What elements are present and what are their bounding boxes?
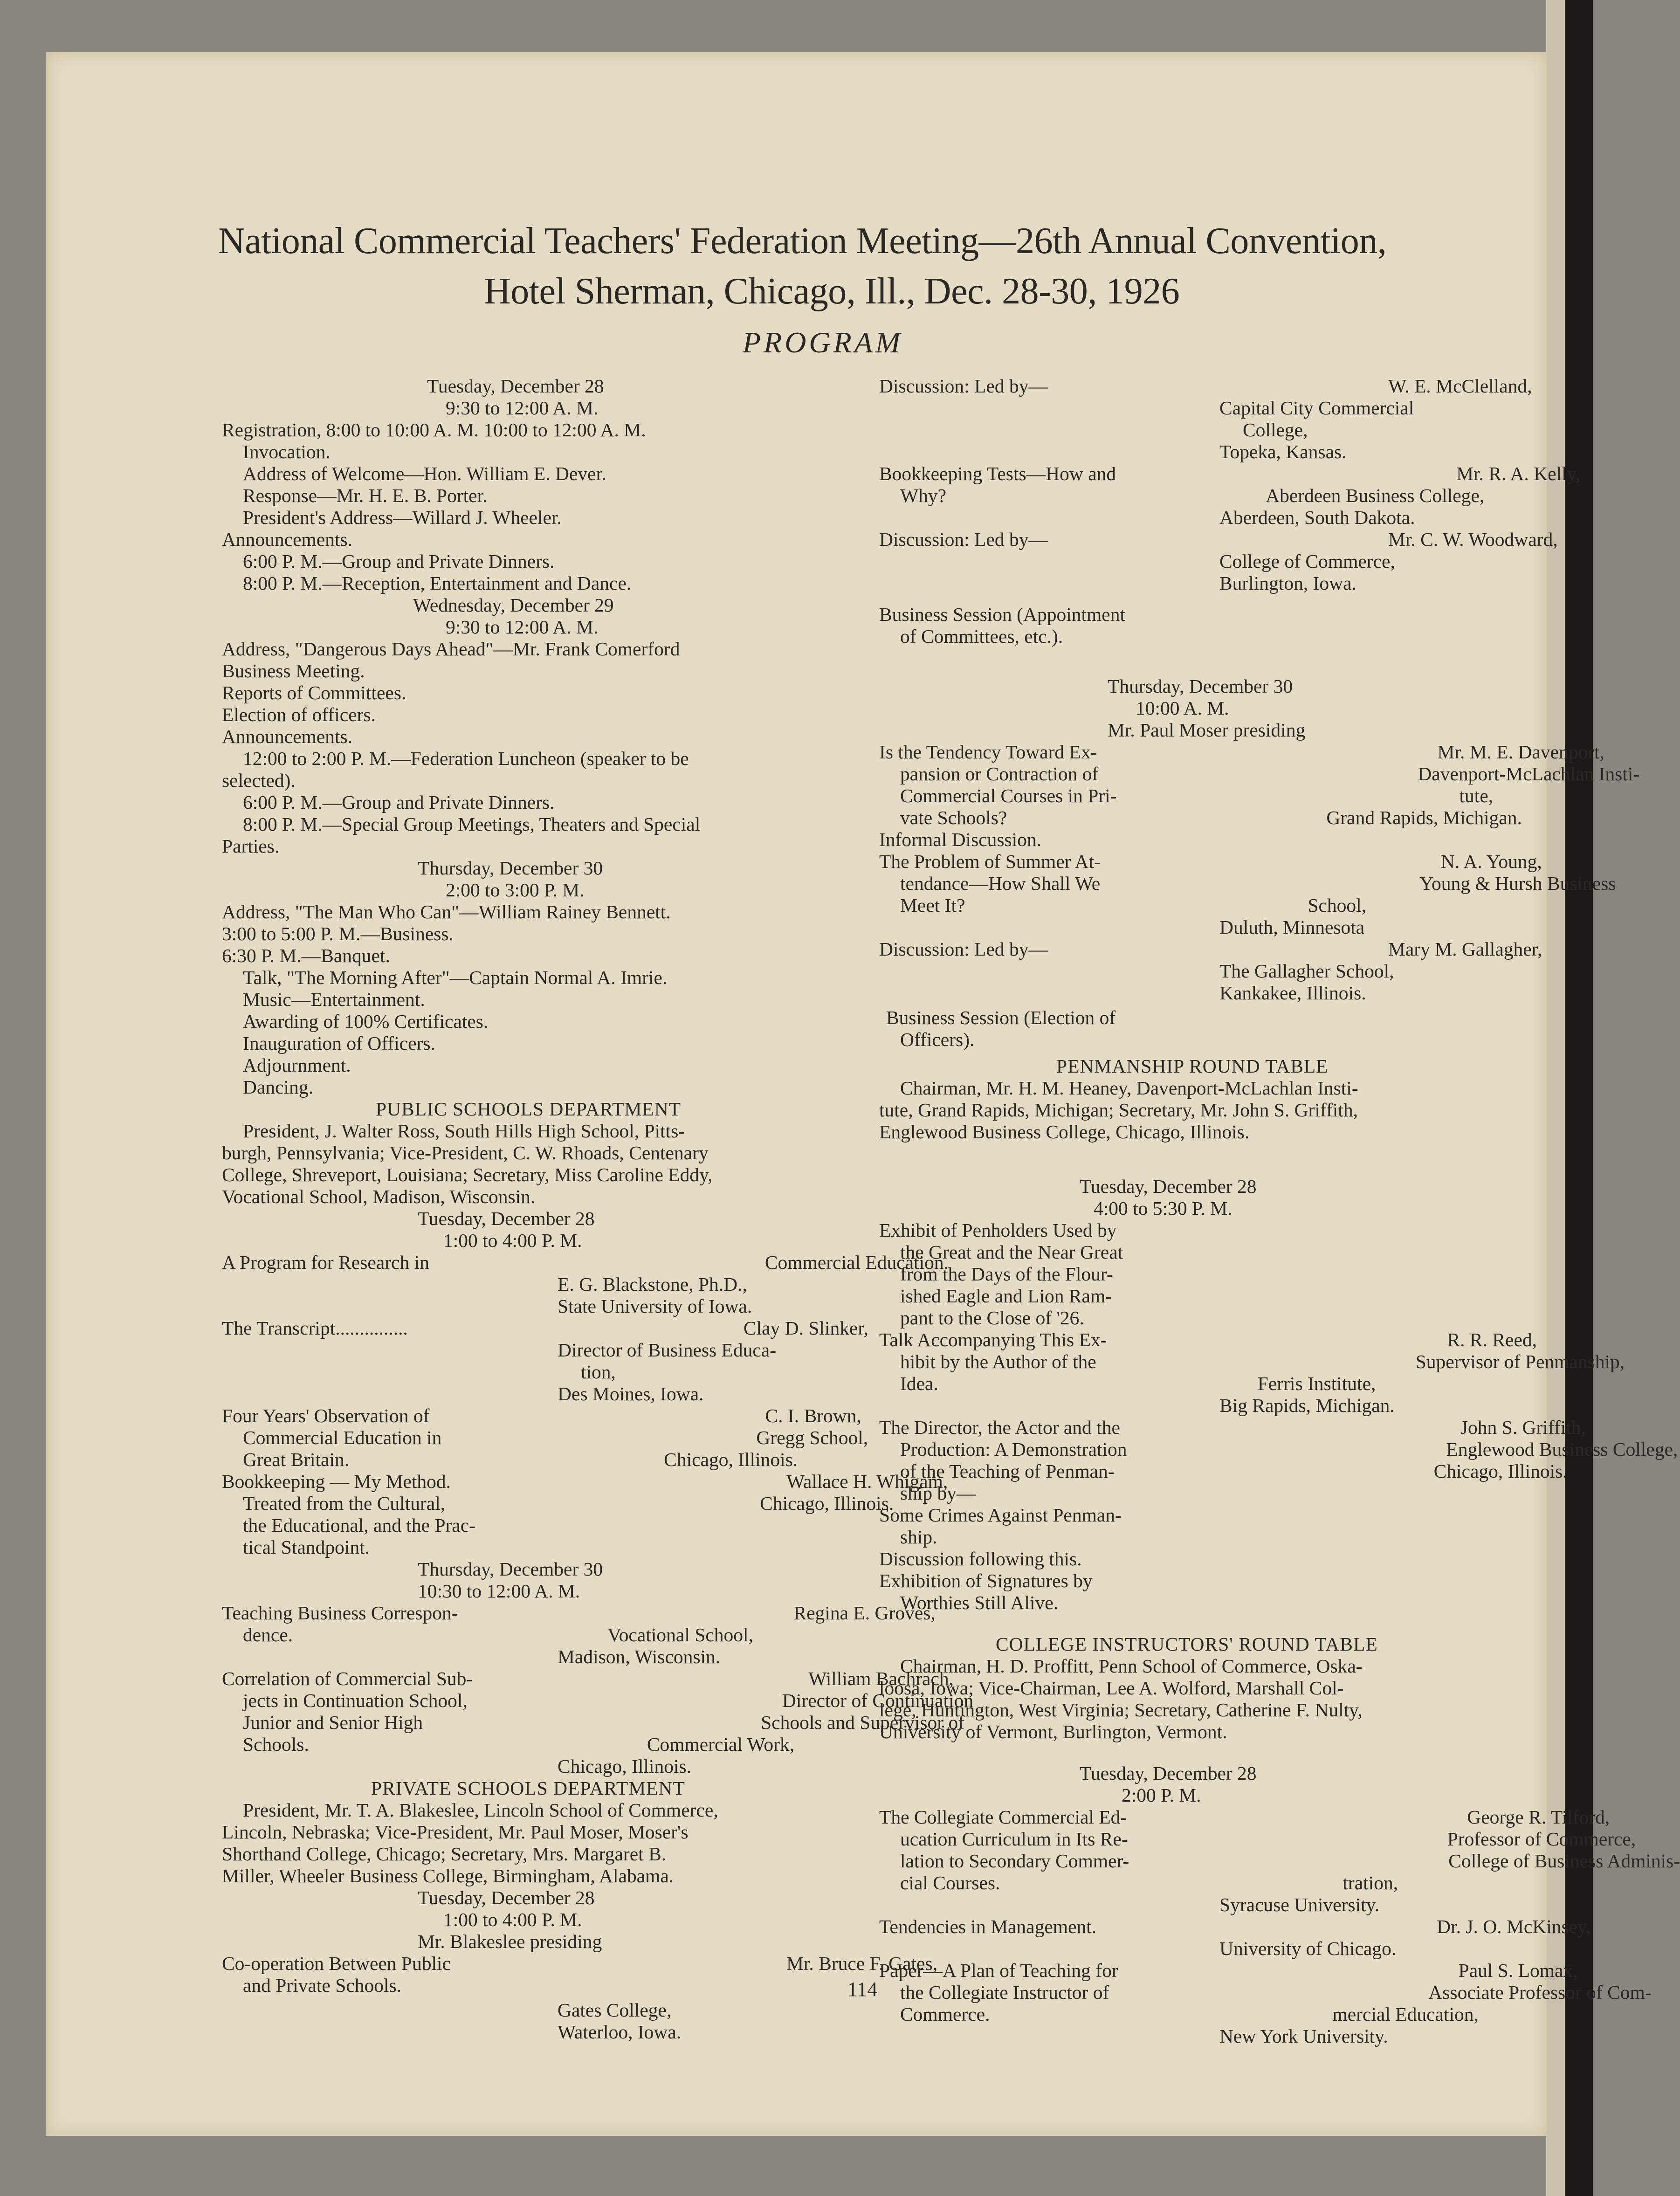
topic: ship. [900, 1526, 937, 1548]
speaker: College of Business Adminis- [1448, 1850, 1680, 1872]
officers-line: Miller, Wheeler Business College, Birmingham, Alabama. [222, 1865, 674, 1886]
program-line: Election of officers. [222, 704, 376, 725]
topic: Business Session (Election of [886, 1007, 1116, 1028]
speaker: Duluth, Minnesota [1219, 916, 1365, 938]
speaker: Des Moines, Iowa. [558, 1383, 704, 1404]
topic: Informal Discussion. [879, 829, 1042, 850]
session-date: Tuesday, December 28 [418, 1208, 595, 1229]
topic: Why? [900, 485, 947, 506]
topic: Commercial Education in [243, 1427, 442, 1448]
topic: Correlation of Commercial Sub- [222, 1668, 473, 1689]
program-line: 3:00 to 5:00 P. M.—Business. [222, 923, 454, 944]
officers-line: tute, Grand Rapids, Michigan; Secretary, Mr. John S. Griffith, [879, 1099, 1358, 1121]
speaker: R. R. Reed, [1447, 1329, 1537, 1350]
session-time: 10:00 A. M. [1136, 697, 1229, 719]
section-heading: PENMANSHIP ROUND TABLE [1056, 1055, 1329, 1077]
session-time: 1:00 to 4:00 P. M. [443, 1230, 582, 1251]
speaker: George R. Tilford, [1467, 1806, 1610, 1828]
speaker: Davenport-McLachlan Insti- [1418, 763, 1640, 785]
speaker: Mr. C. W. Woodward, [1388, 529, 1558, 550]
speaker: Mr. Bruce F. Gates, [786, 1953, 937, 1974]
program-line: President's Address—Willard J. Wheeler. [243, 507, 562, 528]
officers-line: Vocational School, Madison, Wisconsin. [222, 1186, 536, 1207]
speaker: Chicago, Illinois. [664, 1449, 798, 1470]
officers-line: President, Mr. T. A. Blakeslee, Lincoln School of Commerce, [243, 1799, 718, 1821]
speaker: William Bachrach, [808, 1668, 954, 1689]
topic: The Transcript............... [222, 1317, 408, 1339]
title-line-2: Hotel Sherman, Chicago, Ill., Dec. 28-30, 1926 [484, 271, 1180, 312]
topic: Some Crimes Against Penman- [879, 1504, 1122, 1526]
topic: pansion or Contraction of [900, 763, 1099, 785]
speaker: School, [1308, 895, 1367, 916]
speaker: Clay D. Slinker, [743, 1317, 868, 1339]
topic: Commercial Courses in Pri- [900, 785, 1117, 806]
speaker: Waterloo, Iowa. [558, 2021, 682, 2043]
topic: dence. [243, 1624, 293, 1645]
topic: Is the Tendency Toward Ex- [879, 741, 1097, 763]
topic: Worthies Still Alive. [900, 1592, 1059, 1613]
topic: ship by— [900, 1482, 976, 1504]
speaker: E. G. Blackstone, Ph.D., [558, 1274, 747, 1295]
speaker: Gregg School, [756, 1427, 868, 1448]
topic: Four Years' Observation of [222, 1405, 430, 1426]
topic: pant to the Close of '26. [900, 1307, 1084, 1329]
topic: tical Standpoint. [243, 1536, 370, 1558]
speaker: Commercial Education. [764, 1252, 949, 1273]
topic: Production: A Demonstration [900, 1439, 1127, 1460]
session-date: Thursday, December 30 [1108, 675, 1293, 697]
officers-line: Shorthand College, Chicago; Secretary, Mrs. Margaret B. [222, 1843, 667, 1865]
speaker: Kankakee, Illinois. [1219, 982, 1366, 1004]
program-line: Business Meeting. [222, 660, 365, 682]
speaker: Supervisor of Penmanship, [1415, 1351, 1625, 1372]
speaker: Mr. M. E. Davenport, [1437, 741, 1604, 763]
speaker: Gates College, [558, 1999, 672, 2021]
program-line: Dancing. [243, 1076, 313, 1098]
speaker: Aberdeen, South Dakota. [1219, 507, 1415, 528]
topic: jects in Continuation School, [243, 1690, 468, 1711]
topic: Bookkeeping — My Method. [222, 1471, 451, 1492]
topic: and Private Schools. [243, 1975, 402, 1996]
topic: cial Courses. [900, 1872, 1000, 1893]
speaker: Big Rapids, Michigan. [1219, 1395, 1395, 1416]
speaker: Young & Hursh Business [1419, 873, 1616, 894]
speaker: N. A. Young, [1440, 851, 1542, 872]
topic: Discussion: Led by— [879, 938, 1048, 960]
topic: Meet It? [900, 895, 965, 916]
topic: Teaching Business Correspon- [222, 1602, 458, 1624]
topic: Junior and Senior High [243, 1712, 423, 1733]
topic: Discussion: Led by— [879, 529, 1048, 550]
topic: The Problem of Summer At- [879, 851, 1101, 872]
session-date: Tuesday, December 28 [418, 1887, 595, 1908]
speaker: Madison, Wisconsin. [558, 1646, 721, 1667]
topic: Exhibit of Penholders Used by [879, 1219, 1117, 1241]
speaker: Capital City Commercial [1219, 397, 1414, 419]
speaker: Chicago, Illinois. [760, 1493, 894, 1514]
page-number: 114 [847, 1978, 878, 2001]
topic: Great Britain. [243, 1449, 350, 1470]
speaker: Vocational School, [607, 1624, 753, 1645]
speaker: mercial Education, [1332, 2003, 1479, 2025]
topic: Officers). [900, 1029, 975, 1050]
topic: Business Session (Appointment [879, 604, 1125, 625]
program-line: Response—Mr. H. E. B. Porter. [243, 485, 488, 506]
section-heading: PUBLIC SCHOOLS DEPARTMENT [376, 1098, 682, 1120]
speaker: University of Chicago. [1219, 1938, 1397, 1959]
topic: The Collegiate Commercial Ed- [879, 1806, 1127, 1828]
program-line: 6:00 P. M.—Group and Private Dinners. [243, 792, 555, 813]
speaker: Professor of Commerce, [1447, 1828, 1636, 1850]
topic: Treated from the Cultural, [243, 1493, 446, 1514]
session-date: Thursday, December 30 [418, 1558, 603, 1580]
program-line: Music—Entertainment. [243, 989, 425, 1010]
officers-line: loosa, Iowa; Vice-Chairman, Lee A. Wolford, Marshall Col- [879, 1677, 1344, 1699]
topic: tendance—How Shall We [900, 873, 1101, 894]
speaker: Grand Rapids, Michigan. [1326, 807, 1522, 828]
program-heading: PROGRAM [743, 326, 903, 359]
speaker: Mary M. Gallagher, [1388, 938, 1542, 960]
speaker: tration, [1343, 1872, 1398, 1893]
topic: Tendencies in Management. [879, 1916, 1097, 1937]
speaker: Associate Professor of Com- [1428, 1982, 1652, 2003]
session-date: Tuesday, December 28 [1080, 1176, 1257, 1197]
speaker: John S. Griffith, [1460, 1417, 1586, 1438]
topic: ucation Curriculum in Its Re- [900, 1828, 1128, 1850]
officers-line: Lincoln, Nebraska; Vice-President, Mr. Paul Moser, Moser's [222, 1821, 689, 1843]
section-heading: PRIVATE SCHOOLS DEPARTMENT [371, 1777, 685, 1799]
program-line: Registration, 8:00 to 10:00 A. M. 10:00 to 12:00 A. M. [222, 419, 646, 441]
session-date: Tuesday, December 28 [427, 375, 604, 397]
topic: from the Days of the Flour- [900, 1263, 1113, 1285]
topic: the Collegiate Instructor of [900, 1982, 1109, 2003]
program-line: 12:00 to 2:00 P. M.—Federation Luncheon (speaker to be [243, 748, 689, 769]
speaker: Wallace H. Whigam, [786, 1471, 948, 1492]
speaker: College, [1243, 419, 1308, 441]
speaker: The Gallagher School, [1219, 960, 1394, 982]
speaker: Mr. R. A. Kelly, [1456, 463, 1581, 484]
topic: Bookkeeping Tests—How and [879, 463, 1116, 484]
session-date: Wednesday, December 29 [413, 594, 614, 616]
speaker: tute, [1459, 785, 1494, 806]
program-line: Awarding of 100% Certificates. [243, 1011, 489, 1032]
presiding-line: Mr. Paul Moser presiding [1108, 719, 1306, 741]
session-date: Thursday, December 30 [418, 857, 603, 879]
program-line: 6:00 P. M.—Group and Private Dinners. [243, 551, 555, 572]
program-line: Parties. [222, 835, 280, 857]
session-time: 2:00 P. M. [1122, 1784, 1201, 1806]
session-date: Tuesday, December 28 [1080, 1762, 1257, 1784]
speaker: C. I. Brown, [765, 1405, 861, 1426]
topic: the Educational, and the Prac- [243, 1514, 475, 1536]
program-line: Announcements. [222, 529, 353, 550]
topic: of the Teaching of Penman- [900, 1460, 1115, 1482]
topic: Idea. [900, 1373, 938, 1394]
program-line: Address, "Dangerous Days Ahead"—Mr. Frank Comerford [222, 638, 680, 660]
topic: Talk Accompanying This Ex- [879, 1329, 1107, 1350]
officers-line: Englewood Business College, Chicago, Illinois. [879, 1121, 1250, 1143]
speaker: Englewood Business College, [1446, 1439, 1678, 1460]
topic: Discussion following this. [879, 1548, 1082, 1570]
topic: vate Schools? [900, 807, 1007, 828]
program-line: Announcements. [222, 726, 353, 747]
topic: hibit by the Author of the [900, 1351, 1096, 1372]
topic: Commerce. [900, 2003, 990, 2025]
document-page [46, 52, 1680, 2136]
officers-line: burgh, Pennsylvania; Vice-President, C. W. Rhoads, Centenary [222, 1142, 709, 1163]
speaker: Schools and Supervisor of [761, 1712, 965, 1733]
speaker: Topeka, Kansas. [1219, 441, 1347, 462]
officers-line: College, Shreveport, Louisiana; Secretary, Miss Caroline Eddy, [222, 1164, 713, 1185]
topic: the Great and the Near Great [900, 1241, 1123, 1263]
topic: Discussion: Led by— [879, 375, 1048, 397]
speaker: Regina E. Groves, [793, 1602, 936, 1624]
speaker: New York University. [1219, 2025, 1388, 2047]
officers-line: President, J. Walter Ross, South Hills High School, Pitts- [243, 1120, 685, 1142]
officers-line: Chairman, H. D. Proffitt, Penn School of Commerce, Oska- [900, 1655, 1363, 1677]
session-time: 10:30 to 12:00 A. M. [418, 1580, 580, 1602]
speaker: Chicago, Illinois. [558, 1755, 692, 1777]
program-line: Address of Welcome—Hon. William E. Dever. [243, 463, 606, 484]
topic: Exhibition of Signatures by [879, 1570, 1093, 1591]
topic: ished Eagle and Lion Ram- [900, 1285, 1112, 1307]
right-column [879, 375, 1680, 2047]
speaker: State University of Iowa. [558, 1295, 752, 1317]
officers-line: University of Vermont, Burlington, Vermont. [879, 1721, 1227, 1742]
speaker: Chicago, Illinois. [1433, 1460, 1568, 1482]
session-time: 9:30 to 12:00 A. M. [446, 616, 599, 638]
topic: Schools. [243, 1734, 309, 1755]
topic: Co-operation Between Public [222, 1953, 451, 1974]
program-line: Address, "The Man Who Can"—William Rainey Bennett. [222, 901, 671, 922]
speaker: Burlington, Iowa. [1219, 572, 1356, 594]
speaker: Syracuse University. [1219, 1894, 1380, 1915]
title-line-1: National Commercial Teachers' Federation Meeting—26th Annual Convention, [218, 220, 1387, 262]
program-line: Talk, "The Morning After"—Captain Normal A. Imrie. [243, 967, 668, 988]
section-heading: COLLEGE INSTRUCTORS' ROUND TABLE [996, 1633, 1378, 1655]
topic: lation to Secondary Commer- [900, 1850, 1129, 1872]
program-line: selected). [222, 770, 296, 791]
program-line: Invocation. [243, 441, 330, 462]
officers-line: Chairman, Mr. H. M. Heaney, Davenport-McLachlan Insti- [900, 1077, 1358, 1099]
program-line: 8:00 P. M.—Reception, Entertainment and Dance. [243, 572, 632, 594]
topic: A Program for Research in [222, 1252, 429, 1273]
speaker: College of Commerce, [1219, 551, 1395, 572]
session-time: 4:00 to 5:30 P. M. [1094, 1198, 1232, 1219]
speaker: Aberdeen Business College, [1266, 485, 1485, 506]
speaker: Director of Continuation [782, 1690, 974, 1711]
program-line: Reports of Committees. [222, 682, 406, 703]
session-time: 1:00 to 4:00 P. M. [443, 1909, 582, 1930]
topic: The Director, the Actor and the [879, 1417, 1120, 1438]
program-line: Adjournment. [243, 1054, 351, 1076]
program-line: 6:30 P. M.—Banquet. [222, 945, 390, 966]
officers-line: lege, Huntington, West Virginia; Secretary, Catherine F. Nulty, [879, 1699, 1363, 1721]
program-line: Inauguration of Officers. [243, 1033, 435, 1054]
presiding-line: Mr. Blakeslee presiding [418, 1931, 602, 1952]
program-line: 8:00 P. M.—Special Group Meetings, Theaters and Special [243, 813, 701, 835]
topic: Paper—A Plan of Teaching for [879, 1960, 1118, 1981]
speaker: Paul S. Lomax, [1458, 1960, 1578, 1981]
speaker: tion, [581, 1361, 616, 1383]
speaker: Commercial Work, [647, 1734, 795, 1755]
session-time: 9:30 to 12:00 A. M. [446, 397, 599, 419]
speaker: Dr. J. O. McKinsey, [1437, 1916, 1591, 1937]
speaker: Director of Business Educa- [558, 1339, 777, 1361]
speaker: W. E. McClelland, [1388, 375, 1532, 397]
session-time: 2:00 to 3:00 P. M. [446, 879, 585, 901]
topic: of Committees, etc.). [900, 626, 1063, 647]
speaker: Ferris Institute, [1257, 1373, 1376, 1394]
